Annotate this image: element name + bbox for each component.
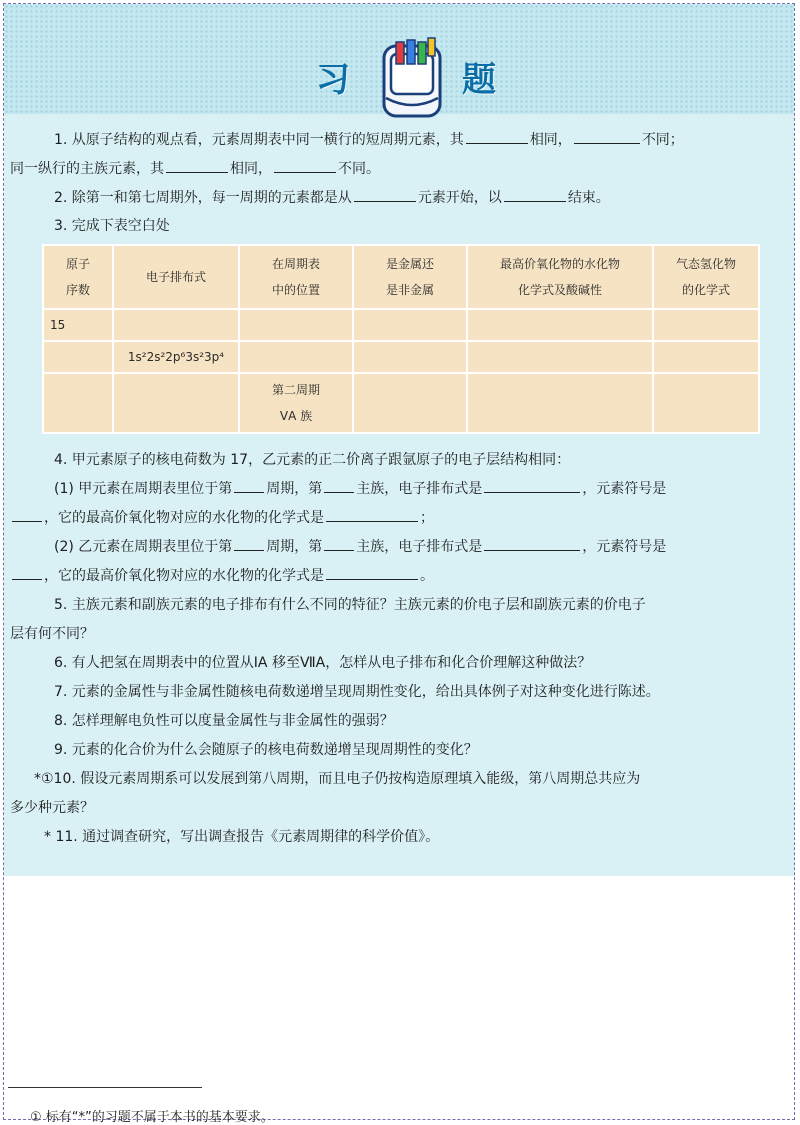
answer-blank[interactable] bbox=[166, 156, 228, 173]
question-1-line-1: 1. 从原子结构的观点看，元素周期表中同一横行的短周期元素，其 相同， 不同； bbox=[10, 126, 785, 154]
table-row bbox=[43, 373, 759, 433]
notebook-icon bbox=[380, 36, 448, 122]
table-cell[interactable] bbox=[113, 373, 239, 433]
answer-blank[interactable] bbox=[354, 185, 416, 202]
answer-blank[interactable] bbox=[234, 476, 264, 493]
table-cell[interactable] bbox=[653, 373, 759, 433]
answer-blank[interactable] bbox=[326, 563, 418, 580]
table-cell[interactable] bbox=[353, 373, 467, 433]
question-9: 9. 元素的化合价为什么会随原子的核电荷数递增呈现周期性的变化？ bbox=[54, 742, 478, 758]
footnote-divider bbox=[8, 1087, 202, 1088]
question-10-line-2: 多少种元素？ bbox=[10, 800, 94, 816]
table-cell[interactable] bbox=[353, 309, 467, 341]
table-cell[interactable] bbox=[467, 309, 653, 341]
cell-position: 第二周期 ⅤA 族 bbox=[239, 373, 353, 433]
question-4-part-2-line-2: ，它的最高价氧化物对应的水化物的化学式是 。 bbox=[10, 562, 785, 590]
table-cell[interactable] bbox=[467, 341, 653, 373]
question-1-line-2: 同一纵行的主族元素，其 相同， 不同。 bbox=[10, 155, 785, 183]
cell-configuration: 1s²2s²2p⁶3s²3p⁴ bbox=[113, 341, 239, 373]
table-row bbox=[43, 309, 759, 341]
header-configuration: 电子排布式 bbox=[113, 245, 239, 309]
question-4-intro: 4. 甲元素原子的核电荷数为 17，乙元素的正二价离子跟氩原子的电子层结构相同： bbox=[54, 452, 571, 468]
header-atomic-number: 原子 序数 bbox=[43, 245, 113, 309]
question-4-part-1-line-2: ，它的最高价氧化物对应的水化物的化学式是 ； bbox=[10, 504, 785, 532]
question-11: * 11. 通过调查研究，写出调查报告《元素周期律的科学价值》。 bbox=[44, 829, 440, 845]
answer-blank[interactable] bbox=[324, 534, 354, 551]
cell-atomic-number: 15 bbox=[43, 309, 113, 341]
table-cell[interactable] bbox=[43, 341, 113, 373]
table-cell[interactable] bbox=[113, 309, 239, 341]
question-4-part-1-line-1: (1) 甲元素在周期表里位于第 周期，第 主族，电子排布式是 ，元素符号是 bbox=[10, 475, 785, 503]
answer-blank[interactable] bbox=[12, 505, 42, 522]
table-cell[interactable] bbox=[353, 341, 467, 373]
answer-blank[interactable] bbox=[326, 505, 418, 522]
table-row bbox=[43, 341, 759, 373]
table-cell[interactable] bbox=[467, 373, 653, 433]
header-position: 在周期表 中的位置 bbox=[239, 245, 353, 309]
answer-blank[interactable] bbox=[324, 476, 354, 493]
footnote: ① 标有“*”的习题不属于本书的基本要求。 bbox=[30, 1110, 274, 1125]
header-metal-type: 是金属还 是非金属 bbox=[353, 245, 467, 309]
exercise-table bbox=[42, 244, 760, 434]
answer-blank[interactable] bbox=[574, 127, 640, 144]
table-cell[interactable] bbox=[43, 373, 113, 433]
answer-blank[interactable] bbox=[484, 534, 580, 551]
question-5-line-1: 5. 主族元素和副族元素的电子排布有什么不同的特征？主族元素的价电子层和副族元素的价电子 bbox=[54, 597, 646, 613]
table-cell[interactable] bbox=[653, 341, 759, 373]
question-10-line-1: *①10. 假设元素周期系可以发展到第八周期，而且电子仍按构造原理填入能级，第八周期总共应为 bbox=[34, 771, 641, 787]
answer-blank[interactable] bbox=[12, 563, 42, 580]
table-cell[interactable] bbox=[653, 309, 759, 341]
table-header-row bbox=[43, 245, 759, 309]
question-7: 7. 元素的金属性与非金属性随核电荷数递增呈现周期性变化，给出具体例子对这种变化进行陈述。 bbox=[54, 684, 660, 700]
question-6: 6. 有人把氢在周期表中的位置从ⅠA 移至ⅦA，怎样从电子排布和化合价理解这种做法？ bbox=[54, 655, 592, 671]
header-oxide-hydrate: 最高价氧化物的水化物 化学式及酸碱性 bbox=[467, 245, 653, 309]
title-left: 习 bbox=[316, 60, 352, 100]
header-hydride: 气态氢化物 的化学式 bbox=[653, 245, 759, 309]
question-2: 2. 除第一和第七周期外，每一周期的元素都是从 元素开始，以 结束。 bbox=[10, 184, 785, 212]
answer-blank[interactable] bbox=[274, 156, 336, 173]
table-cell[interactable] bbox=[239, 341, 353, 373]
answer-blank[interactable] bbox=[466, 127, 528, 144]
title-right: 题 bbox=[462, 60, 498, 100]
question-3: 3. 完成下表空白处 bbox=[54, 218, 170, 234]
answer-blank[interactable] bbox=[504, 185, 566, 202]
answer-blank[interactable] bbox=[234, 534, 264, 551]
question-8: 8. 怎样理解电负性可以度量金属性与非金属性的强弱？ bbox=[54, 713, 394, 729]
question-4-part-2-line-1: (2) 乙元素在周期表里位于第 周期，第 主族，电子排布式是 ，元素符号是 bbox=[10, 533, 785, 561]
question-5-line-2: 层有何不同？ bbox=[10, 626, 94, 642]
answer-blank[interactable] bbox=[484, 476, 580, 493]
table-cell[interactable] bbox=[239, 309, 353, 341]
